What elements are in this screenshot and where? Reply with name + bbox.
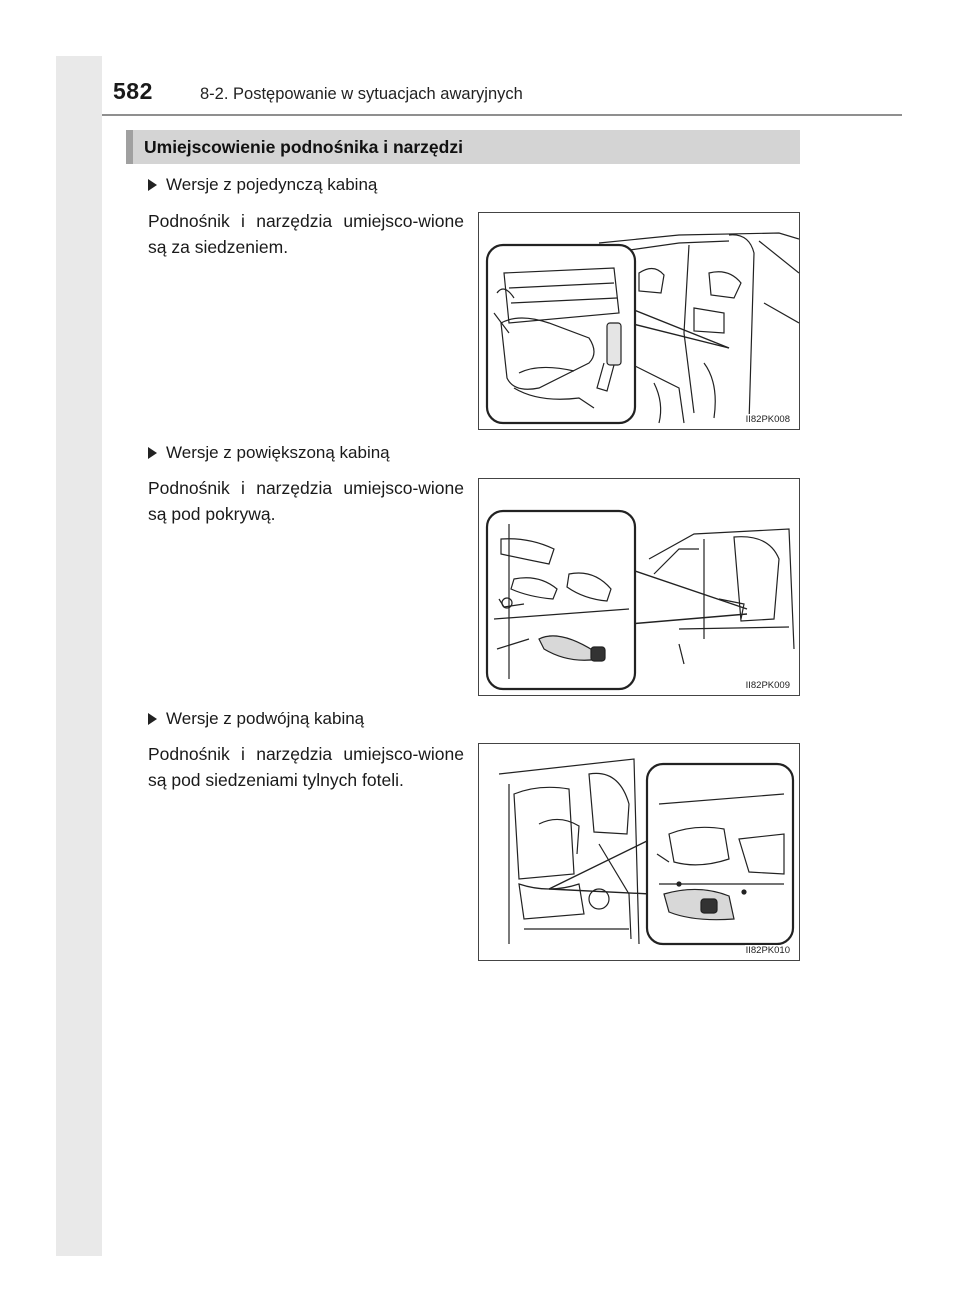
page-margin-strip <box>56 56 102 1256</box>
triangle-bullet-icon <box>148 179 157 191</box>
bullet-label: Wersje z pojedynczą kabiną <box>166 175 378 194</box>
jack-behind-seat-illustration <box>479 213 800 430</box>
section-title: Umiejscowienie podnośnika i narzędzi <box>144 137 463 157</box>
paragraph-extended-cab: Podnośnik i narzędzia umiejsco-wione są pod pokrywą. <box>148 478 464 524</box>
chapter-title: 8-2. Postępowanie w sytuacjach awaryjnych <box>200 85 523 103</box>
section-header <box>126 130 800 164</box>
bullet-extended-cab <box>148 443 390 463</box>
paragraph-double-cab: Podnośnik i narzędzia umiejsco-wione są pod siedzeniami tylnych foteli. <box>148 744 464 790</box>
triangle-bullet-icon <box>148 447 157 459</box>
triangle-bullet-icon <box>148 713 157 725</box>
bullet-label: Wersje z powiększoną kabiną <box>166 443 390 462</box>
figure-code: II82PK010 <box>745 945 790 956</box>
figure-code: II82PK008 <box>745 414 790 425</box>
jack-under-rear-seats-illustration <box>479 744 800 961</box>
figure-extended-cab <box>478 478 800 696</box>
bullet-double-cab <box>148 709 364 729</box>
page-number: 582 <box>113 78 153 104</box>
header-divider <box>102 114 902 116</box>
figure-single-cab <box>478 212 800 430</box>
figure-double-cab <box>478 743 800 961</box>
section-header-accent <box>126 130 133 164</box>
figure-code: II82PK009 <box>745 680 790 691</box>
jack-under-cover-illustration <box>479 479 800 696</box>
bullet-label: Wersje z podwójną kabiną <box>166 709 365 728</box>
paragraph-single-cab: Podnośnik i narzędzia umiejsco-wione są za siedzeniem. <box>148 211 464 257</box>
bullet-single-cab <box>148 175 377 195</box>
